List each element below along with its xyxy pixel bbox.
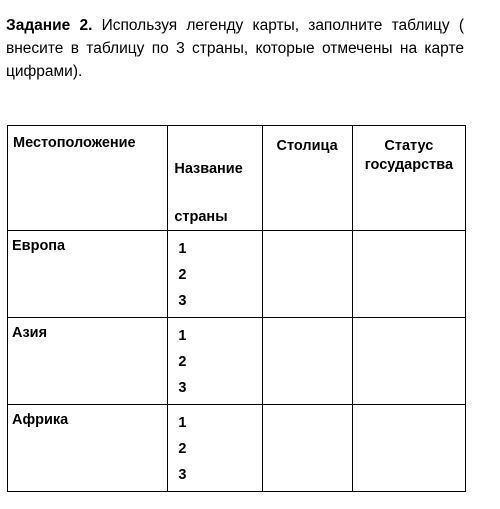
header-status-line2: государства (364, 157, 454, 173)
header-name-cell (168, 126, 262, 231)
region-label: Европа (12, 238, 66, 254)
row-number: 2 (178, 267, 187, 283)
table-header-row (8, 126, 466, 231)
task-text: Используя легенду карты, заполните таблицу ( внесите в таблицу по 3 страны, которые отмечены на карте цифрами). (6, 17, 464, 80)
row-number: 3 (178, 380, 187, 396)
header-location-cell (8, 126, 168, 231)
numbers-cell (168, 318, 262, 405)
row-number: 2 (178, 441, 187, 457)
region-label: Азия (12, 325, 48, 341)
region-cell (8, 231, 168, 318)
capital-blank-cell[interactable] (262, 318, 352, 405)
header-name-line1: Название (174, 161, 243, 177)
row-number: 3 (178, 467, 187, 483)
answer-table (7, 125, 466, 492)
header-location: Местоположение (13, 135, 136, 151)
status-blank-cell[interactable] (352, 318, 465, 405)
header-name-line2: страны (174, 209, 228, 225)
row-number: 1 (178, 415, 187, 431)
header-capital: Столица (276, 138, 338, 154)
header-status-line1: Статус (384, 138, 434, 154)
region-cell (8, 405, 168, 492)
header-capital-cell (262, 126, 352, 231)
task-paragraph (6, 14, 464, 83)
row-number: 2 (178, 354, 187, 370)
numbers-cell (168, 231, 262, 318)
capital-blank-cell[interactable] (262, 405, 352, 492)
task-title: Задание 2. (6, 17, 93, 34)
region-label: Африка (12, 412, 69, 428)
table-row (8, 231, 466, 318)
status-blank-cell[interactable] (352, 231, 465, 318)
table-row (8, 405, 466, 492)
row-number: 3 (178, 293, 187, 309)
row-number: 1 (178, 241, 187, 257)
row-number: 1 (178, 328, 187, 344)
numbers-cell (168, 405, 262, 492)
status-blank-cell[interactable] (352, 405, 465, 492)
region-cell (8, 318, 168, 405)
capital-blank-cell[interactable] (262, 231, 352, 318)
table-row (8, 318, 466, 405)
header-status-cell (352, 126, 465, 231)
